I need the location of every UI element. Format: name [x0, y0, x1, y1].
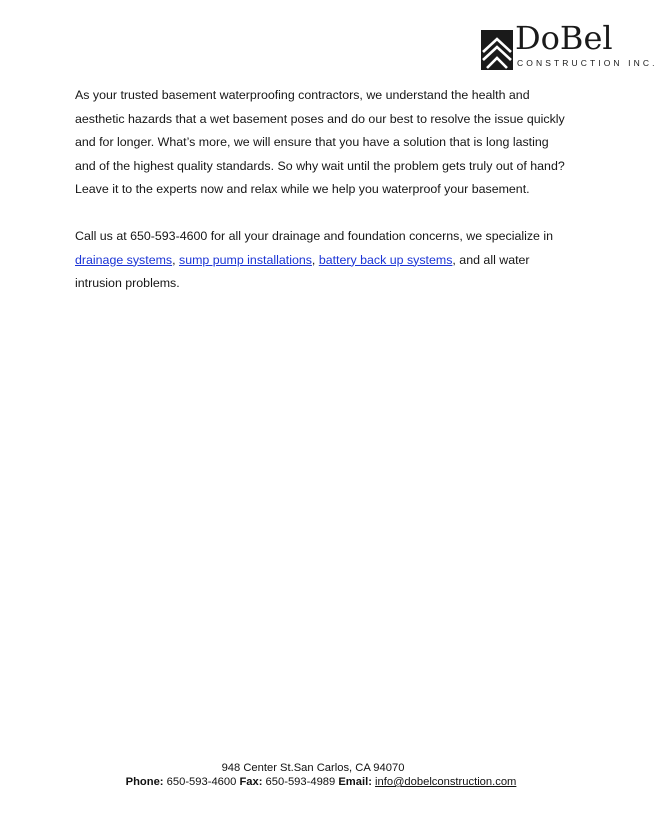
fax-number: 650-593-4989 [262, 776, 339, 788]
services-paragraph [75, 225, 570, 296]
logo-wordmark: DoBel [515, 19, 613, 57]
intro-paragraph: As your trusted basement waterproofing contractors, we understand the health and aesthetic hazards that a wet basement poses and do our best to resolve the issue quickly and for longer. What’s more, we will ensure that you have a solution that is long lasting and of the highest quality standards. So why wait until the problem gets truly out of hand? Leave it to the experts now and relax while we help you waterproof your basement. [75, 88, 565, 196]
phone-label: Phone: [125, 776, 164, 788]
email-label: Email: [338, 776, 372, 788]
drainage-systems-link[interactable]: drainage systems [75, 252, 173, 267]
logo-tagline: CONSTRUCTION INC. [517, 58, 658, 68]
footer-contact-line [2, 776, 640, 788]
separator-text: , [172, 252, 179, 267]
services-intro-text: Call us at 650-593-4600 for all your drainage and foundation concerns, we specialize in [75, 229, 554, 243]
main-content [75, 84, 570, 296]
sump-pump-installations-link[interactable]: sump pump installations [179, 252, 312, 267]
email-link[interactable]: info@dobelconstruction.com [375, 776, 517, 788]
fax-label: Fax: [239, 776, 263, 788]
phone-number: 650-593-4600 [163, 776, 240, 788]
services-outro-text: , and all water intrusion problems. [75, 252, 530, 290]
battery-backup-systems-link[interactable]: battery back up systems [318, 252, 453, 267]
footer-address: 948 Center St.San Carlos, CA 94070 [221, 762, 405, 774]
company-logo [481, 19, 658, 74]
separator-text: , [311, 252, 319, 267]
house-roof-icon [481, 30, 513, 70]
